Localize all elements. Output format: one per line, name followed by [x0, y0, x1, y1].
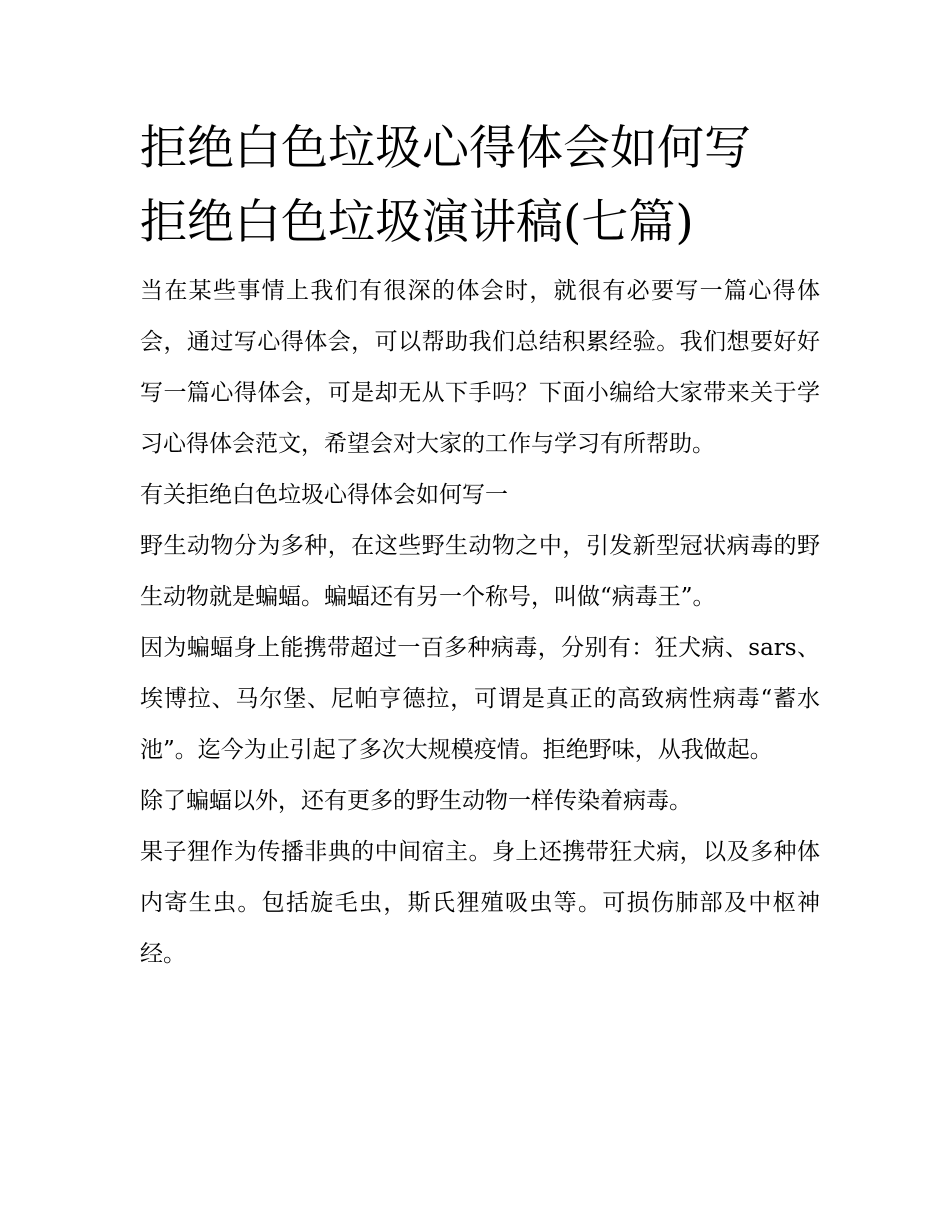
section-heading: 有关拒绝白色垃圾心得体会如何写一 — [140, 482, 508, 508]
body-paragraph-other-animals: 除了蝙蝠以外，还有更多的野生动物一样传染着病毒。 — [140, 788, 692, 814]
title-line-1: 拒绝白色垃圾心得体会如何写 — [140, 121, 751, 176]
body-paragraph-civet: 果子狸作为传播非典的中间宿主。身上还携带狂犬病，以及多种体内寄生虫。包括旋毛虫，斯氏狸殖吸虫等。可损伤肺部及中枢神经。 — [140, 839, 820, 967]
document-title — [140, 112, 820, 260]
document-page — [140, 112, 820, 980]
body-paragraph-bat-viruses: 因为蝙蝠身上能携带超过一百多种病毒，分别有：狂犬病、sars、埃博拉、马尔堡、尼帕亨德拉，可谓是真正的高致病性病毒“蓄水池”。迄今为止引起了多次大规模疫情。拒绝野味，从我做起。 — [140, 635, 820, 763]
document-body — [140, 266, 820, 980]
title-line-2: 拒绝白色垃圾演讲稿(七篇) — [140, 195, 694, 250]
intro-paragraph: 当在某些事情上我们有很深的体会时，就很有必要写一篇心得体会，通过写心得体会，可以帮助我们总结积累经验。我们想要好好写一篇心得体会，可是却无从下手吗？下面小编给大家带来关于学习心得体会范文，希望会对大家的工作与学习有所帮助。 — [140, 278, 820, 457]
body-paragraph-wildlife: 野生动物分为多种，在这些野生动物之中，引发新型冠状病毒的野生动物就是蝙蝠。蝙蝠还有另一个称号，叫做“病毒王”。 — [140, 533, 820, 610]
